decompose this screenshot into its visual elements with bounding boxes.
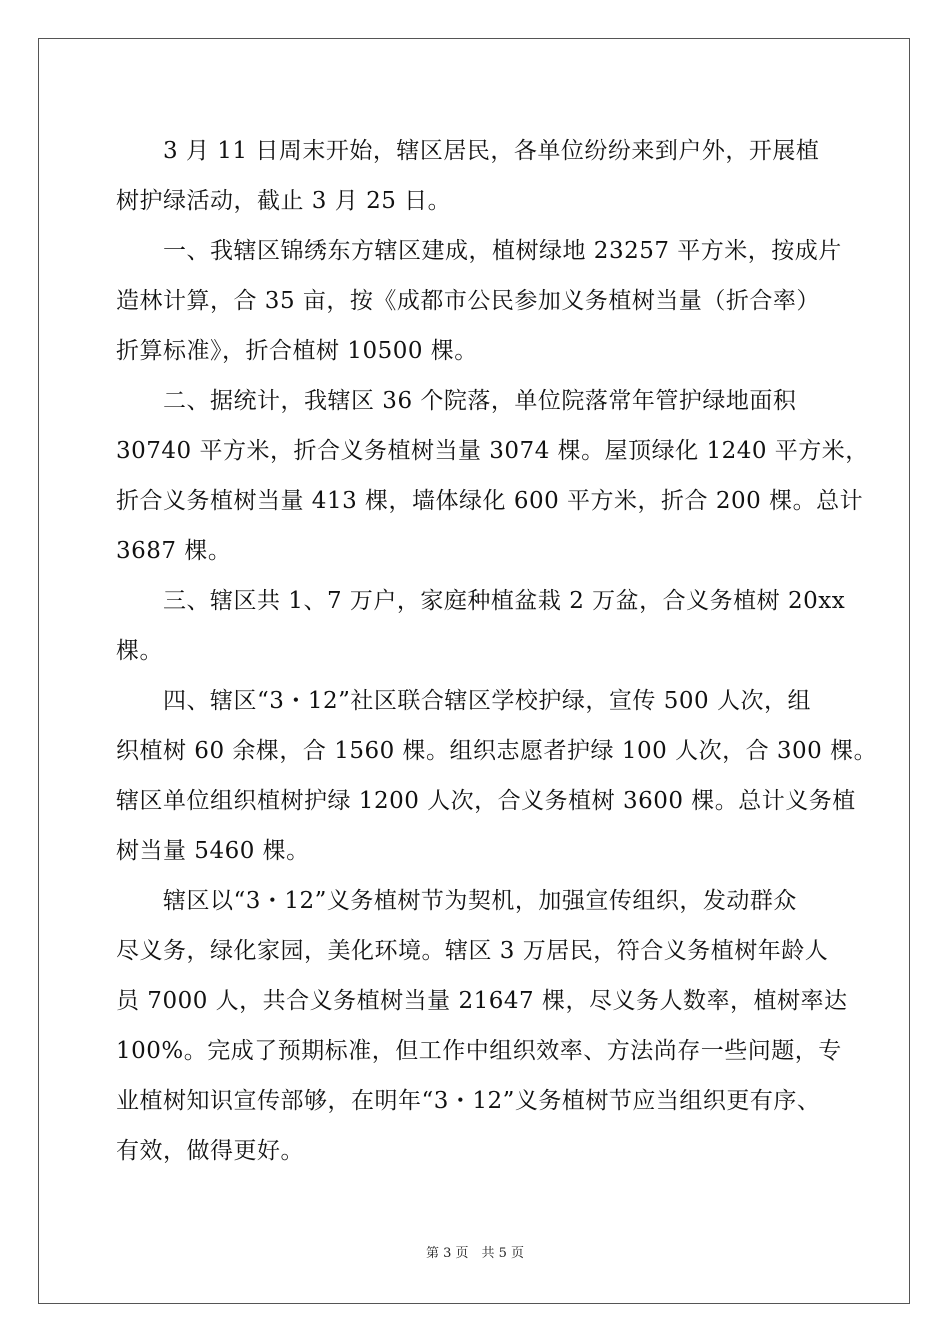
text-line: 100%。完成了预期标准，但工作中组织效率、方法尚存一些问题，专 xyxy=(116,1038,842,1064)
text-line: 树当量 5460 棵。 xyxy=(116,838,310,864)
text-line: 30740 平方米，折合义务植树当量 3074 棵。屋顶绿化 1240 平方米， xyxy=(116,438,869,464)
text-line: 员 7000 人，共合义务植树当量 21647 棵，尽义务人数率，植树率达 xyxy=(116,988,848,1014)
text-line: 辖区单位组织植树护绿 1200 人次，合义务植树 3600 棵。总计义务植 xyxy=(116,788,856,814)
text-line: 3687 棵。 xyxy=(116,538,232,564)
text-line: 二、据统计，我辖区 36 个院落，单位院落常年管护绿地面积 xyxy=(163,388,797,414)
text-line: 有效，做得更好。 xyxy=(116,1138,304,1164)
text-line: 一、我辖区锦绣东方辖区建成，植树绿地 23257 平方米，按成片 xyxy=(163,238,842,264)
page-number-footer: 第 3 页 共 5 页 xyxy=(425,1246,525,1261)
text-line: 棵。 xyxy=(116,638,163,664)
text-line: 辖区以“3・12”义务植树节为契机，加强宣传组织，发动群众 xyxy=(163,888,797,914)
text-line: 业植树知识宣传部够，在明年“3・12”义务植树节应当组织更有序、 xyxy=(116,1088,821,1114)
text-line: 三、辖区共 1、7 万户，家庭种植盆栽 2 万盆，合义务植树 20xx xyxy=(163,588,846,614)
text-line: 尽义务，绿化家园，美化环境。辖区 3 万居民，符合义务植树年龄人 xyxy=(116,938,829,964)
text-line: 折合义务植树当量 413 棵，墙体绿化 600 平方米，折合 200 棵。总计 xyxy=(116,488,864,514)
text-line: 折算标准》，折合植树 10500 棵。 xyxy=(116,338,478,364)
text-line: 织植树 60 余棵，合 1560 棵。组织志愿者护绿 100 人次，合 300 棵。 xyxy=(116,738,878,764)
text-line: 树护绿活动，截止 3 月 25 日。 xyxy=(116,188,452,214)
text-line: 造林计算，合 35 亩，按《成都市公民参加义务植树当量（折合率） xyxy=(116,288,820,314)
text-line: 3 月 11 日周末开始，辖区居民，各单位纷纷来到户外，开展植 xyxy=(163,138,820,164)
text-line: 四、辖区“3・12”社区联合辖区学校护绿，宣传 500 人次，组 xyxy=(163,688,811,714)
